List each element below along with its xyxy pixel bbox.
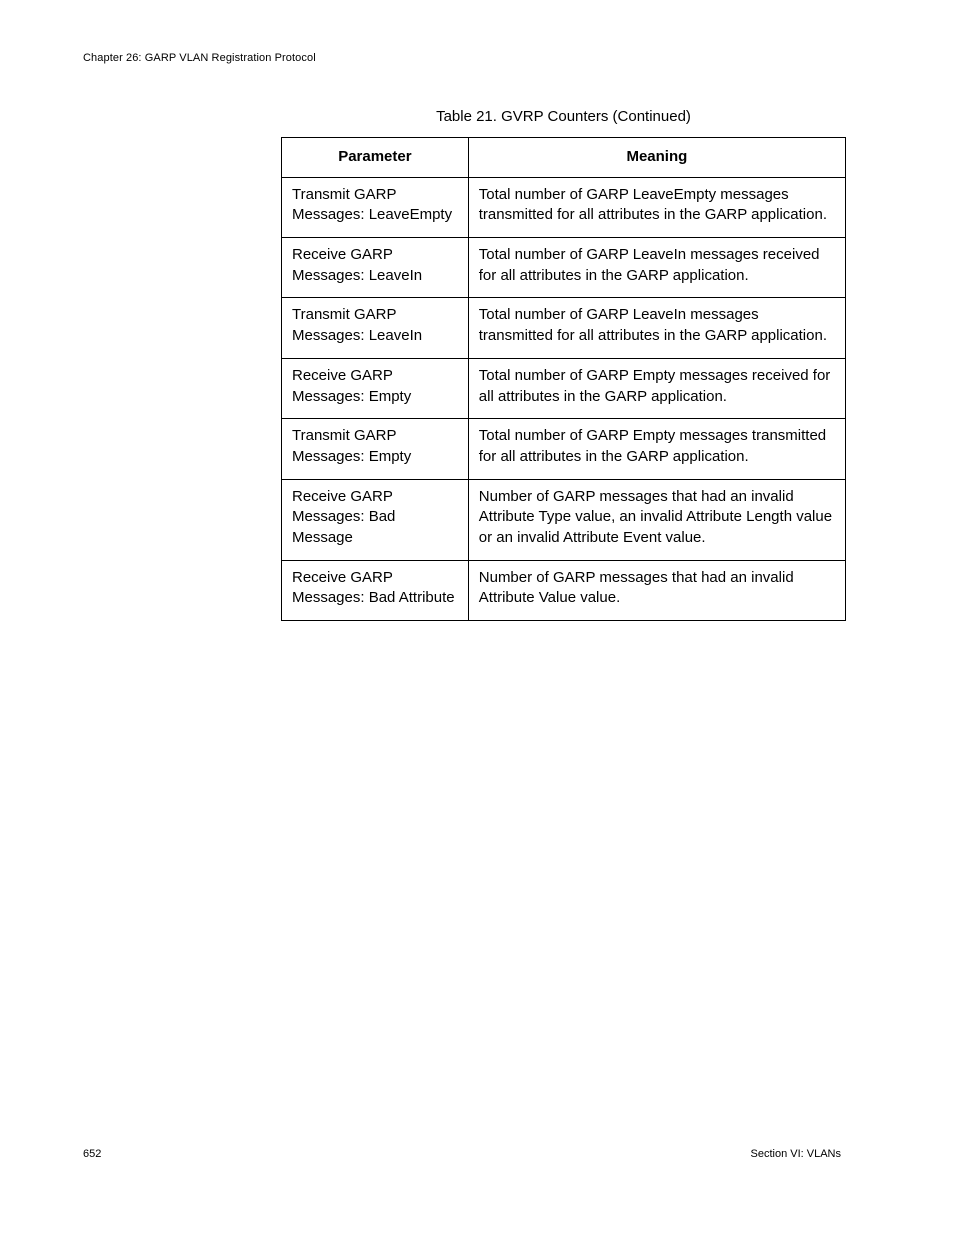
gvrp-table-body: [282, 177, 846, 620]
table-row: [282, 560, 846, 620]
table-row: [282, 177, 846, 237]
parameter-cell: Receive GARP Messages: Empty: [282, 358, 469, 418]
meaning-cell: Total number of GARP LeaveIn messages transmitted for all attributes in the GARP application.: [468, 298, 845, 358]
table-row: [282, 419, 846, 479]
meaning-cell: Total number of GARP LeaveIn messages received for all attributes in the GARP application.: [468, 238, 845, 298]
gvrp-counters-table: [281, 137, 846, 621]
meaning-cell: Number of GARP messages that had an invalid Attribute Value value.: [468, 560, 845, 620]
meaning-cell: Total number of GARP Empty messages received for all attributes in the GARP application.: [468, 358, 845, 418]
column-header-meaning: Meaning: [468, 138, 845, 178]
meaning-cell: Number of GARP messages that had an invalid Attribute Type value, an invalid Attribute Length value or an invalid Attribute Event value.: [468, 479, 845, 560]
section-label: Section VI: VLANs: [750, 1148, 841, 1160]
parameter-cell: Receive GARP Messages: LeaveIn: [282, 238, 469, 298]
parameter-cell: Transmit GARP Messages: LeaveIn: [282, 298, 469, 358]
table-row: [282, 298, 846, 358]
parameter-cell: Transmit GARP Messages: Empty: [282, 419, 469, 479]
table-row: [282, 358, 846, 418]
meaning-cell: Total number of GARP LeaveEmpty messages transmitted for all attributes in the GARP application.: [468, 177, 845, 237]
meaning-cell: Total number of GARP Empty messages transmitted for all attributes in the GARP application.: [468, 419, 845, 479]
table-header-row: [282, 138, 846, 178]
parameter-cell: Receive GARP Messages: Bad Attribute: [282, 560, 469, 620]
parameter-cell: Transmit GARP Messages: LeaveEmpty: [282, 177, 469, 237]
table-row: [282, 479, 846, 560]
table-caption: Table 21. GVRP Counters (Continued): [436, 108, 691, 125]
running-header: Chapter 26: GARP VLAN Registration Protocol: [83, 52, 316, 64]
parameter-cell: Receive GARP Messages: Bad Message: [282, 479, 469, 560]
page-number: 652: [83, 1148, 102, 1160]
column-header-parameter: Parameter: [282, 138, 469, 178]
table-row: [282, 238, 846, 298]
table-block: [281, 108, 846, 621]
